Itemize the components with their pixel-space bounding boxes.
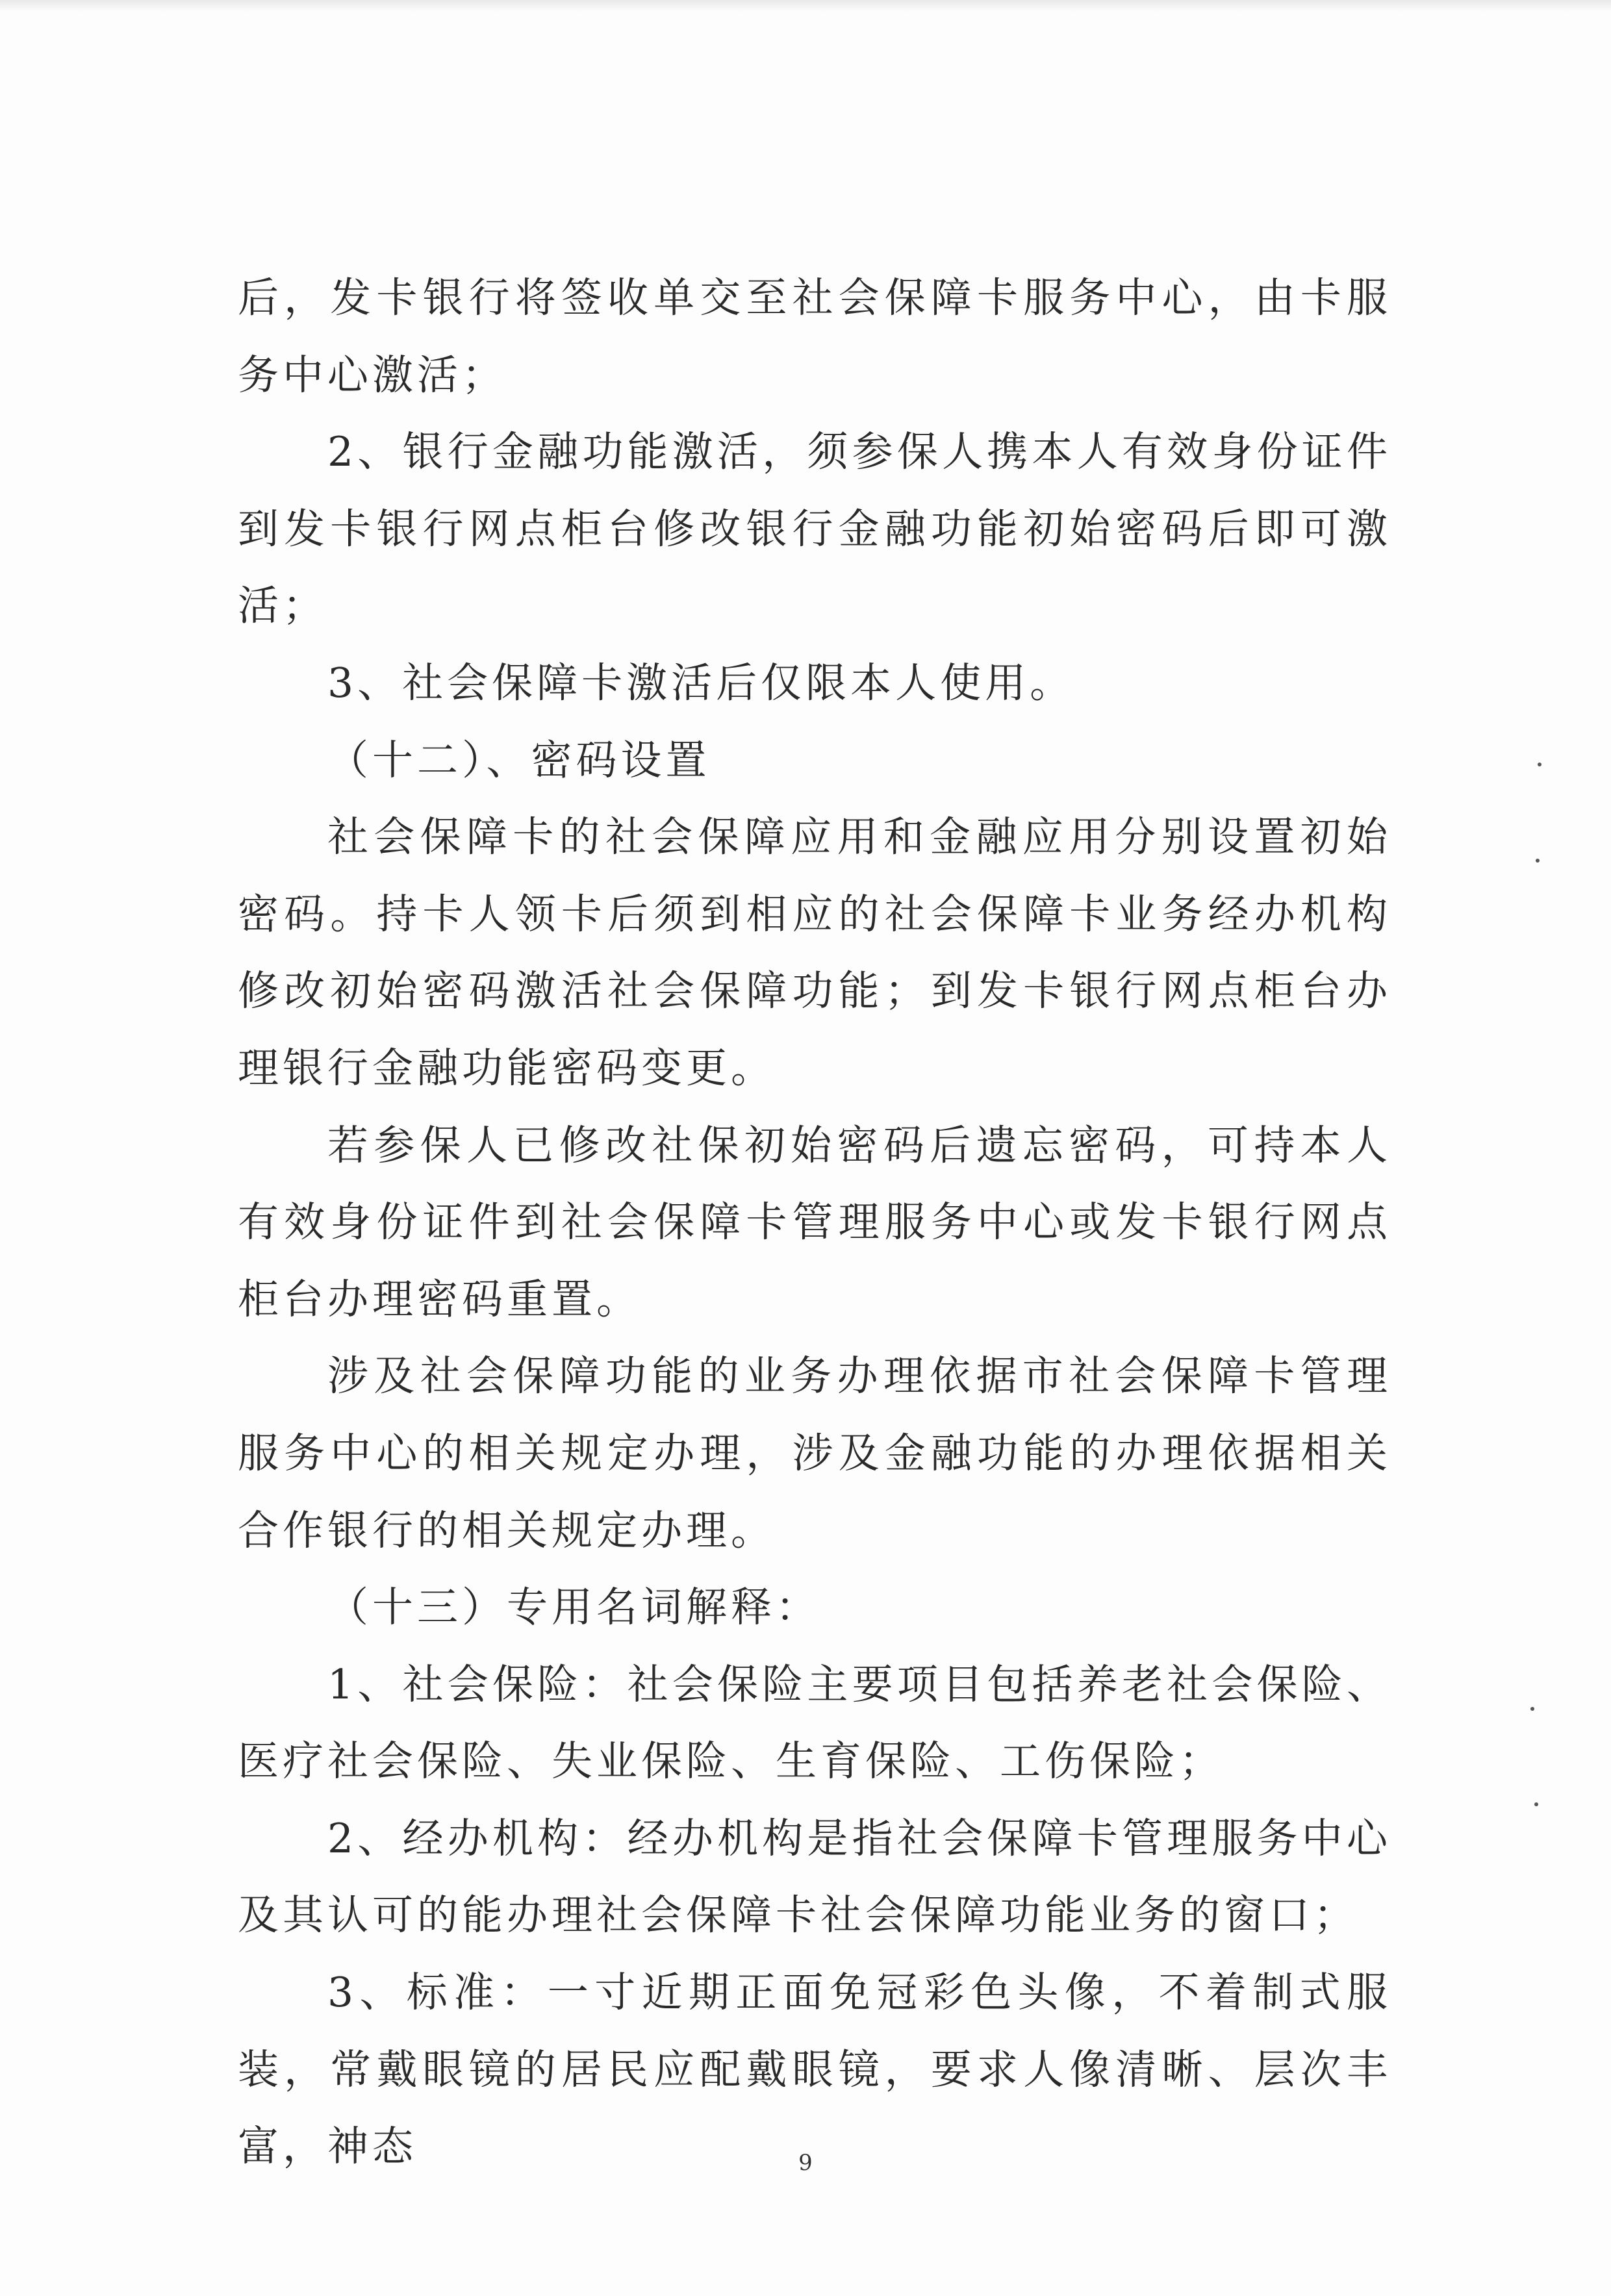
- paragraph-5: 社会保障卡的社会保障应用和金融应用分别设置初始密码。持卡人领卡后须到相应的社会保障卡业务经办机构修改初始密码激活社会保障功能；到发卡银行网点柜台办理银行金融功能密码变更。: [238, 813, 1391, 1092]
- section-heading-13: （十三）专用名词解释：: [327, 1583, 820, 1632]
- scan-speck: [1538, 763, 1541, 766]
- paragraph-3: 3、社会保障卡激活后仅限本人使用。: [327, 659, 1075, 707]
- scan-speck: [1530, 1707, 1534, 1711]
- paragraph-11: 3、标准：一寸近期正面免冠彩色头像，不着制式服装，常戴眼镜的居民应配戴眼镜，要求人像清晰、层次丰富，神态: [238, 1969, 1391, 2171]
- scan-shadow: [0, 0, 1611, 12]
- section-heading-12: （十二）、密码设置: [327, 736, 711, 784]
- paragraph-7: 涉及社会保障功能的业务办理依据市社会保障卡管理服务中心的相关规定办理，涉及金融功能的办理依据相关合作银行的相关规定办理。: [238, 1352, 1391, 1554]
- scan-speck: [1534, 1802, 1538, 1806]
- paragraph-6: 若参保人已修改社保初始密码后遗忘密码，可持本人有效身份证件到社会保障卡管理服务中心或发卡银行网点柜台办理密码重置。: [238, 1121, 1391, 1323]
- paragraph-10: 2、经办机构：经办机构是指社会保障卡管理服务中心及其认可的能办理社会保障卡社会保障功能业务的窗口；: [238, 1814, 1391, 1939]
- paragraph-1: 后，发卡银行将签收单交至社会保障卡服务中心，由卡服务中心激活；: [238, 274, 1391, 399]
- paragraph-9: 1、社会保险：社会保险主要项目包括养老社会保险、医疗社会保险、失业保险、生育保险、工伤保险；: [238, 1660, 1391, 1785]
- scan-speck: [1536, 859, 1540, 863]
- document-body: [238, 260, 1391, 2186]
- paragraph-2: 2、银行金融功能激活，须参保人携本人有效身份证件到发卡银行网点柜台修改银行金融功能初始密码后即可激活；: [238, 428, 1391, 630]
- page-number: 9: [798, 2150, 813, 2176]
